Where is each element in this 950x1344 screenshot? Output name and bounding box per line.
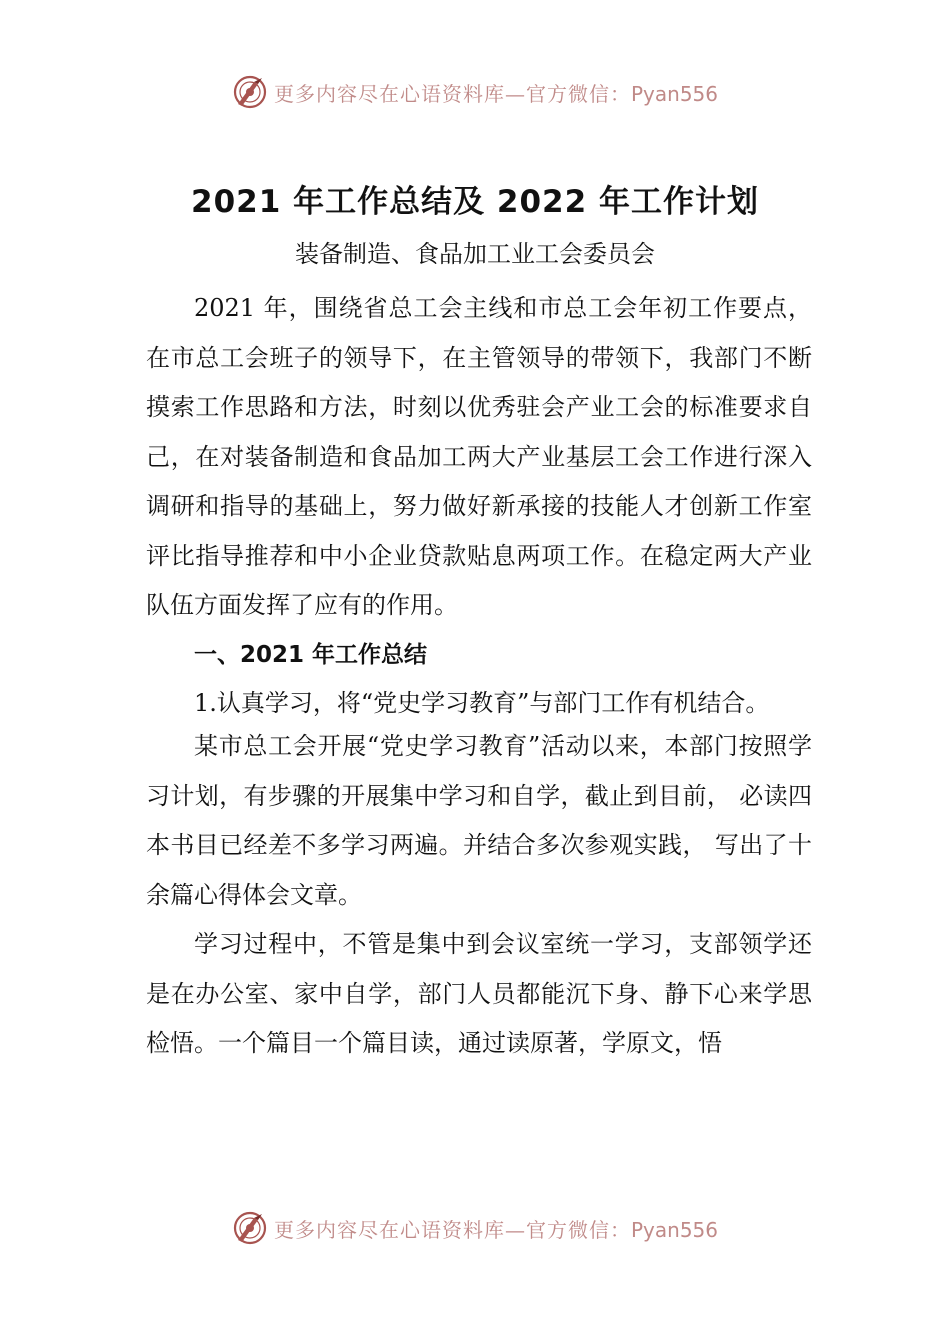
paragraph-2: 某市总工会开展“党史学习教育”活动以来，本部门按照学习计划，有步骤的开展集中学习和自学，截止到目前， 必读四本书目已经差不多学习两遍。并结合多次参观实践， 写出了十余篇心得体会文章。 <box>146 732 812 909</box>
intro-paragraph: 2021 年，围绕省总工会主线和市总工会年初工作要点，在市总工会班子的领导下，在主管领导的带领下，我部门不断摸索工作思路和方法，时刻以优秀驻会产业工会的标准要求自己，在对装备制造和食品加工两大产业基层工会工作进行深入调研和指导的基础上，努力做好新承接的技能人才创新工作室评比指导推荐和中小企业贷款贴息两项工作。在稳定两大产业队伍方面发挥了应有的作用。 <box>146 294 812 619</box>
record-logo-icon <box>232 1210 268 1246</box>
document-body <box>146 284 812 1069</box>
document-subtitle: 装备制造、食品加工业工会委员会 <box>295 240 655 268</box>
section-heading: 一、2021 年工作总结 <box>194 641 428 668</box>
watermark-top <box>0 70 950 114</box>
watermark-bottom <box>0 1206 950 1250</box>
watermark-text: 更多内容尽在心语资料库—官方微信：Pyan556 <box>273 1217 718 1242</box>
paragraph-3: 学习过程中，不管是集中到会议室统一学习，支部领学还是在办公室、家中自学，部门人员都能沉下身、静下心来学思检悟。一个篇目一个篇目读，通过读原著，学原文，悟 <box>146 930 812 1057</box>
watermark-wechat-id: Pyan556 <box>630 81 718 106</box>
watermark-wechat-id: Pyan556 <box>630 1217 718 1242</box>
watermark-text: 更多内容尽在心语资料库—官方微信：Pyan556 <box>273 81 718 106</box>
item-heading: 1.认真学习，将“党史学习教育”与部门工作有机结合。 <box>194 689 770 717</box>
record-logo-icon <box>232 74 268 110</box>
document-title: 2021 年工作总结及 2022 年工作计划 <box>191 184 759 220</box>
